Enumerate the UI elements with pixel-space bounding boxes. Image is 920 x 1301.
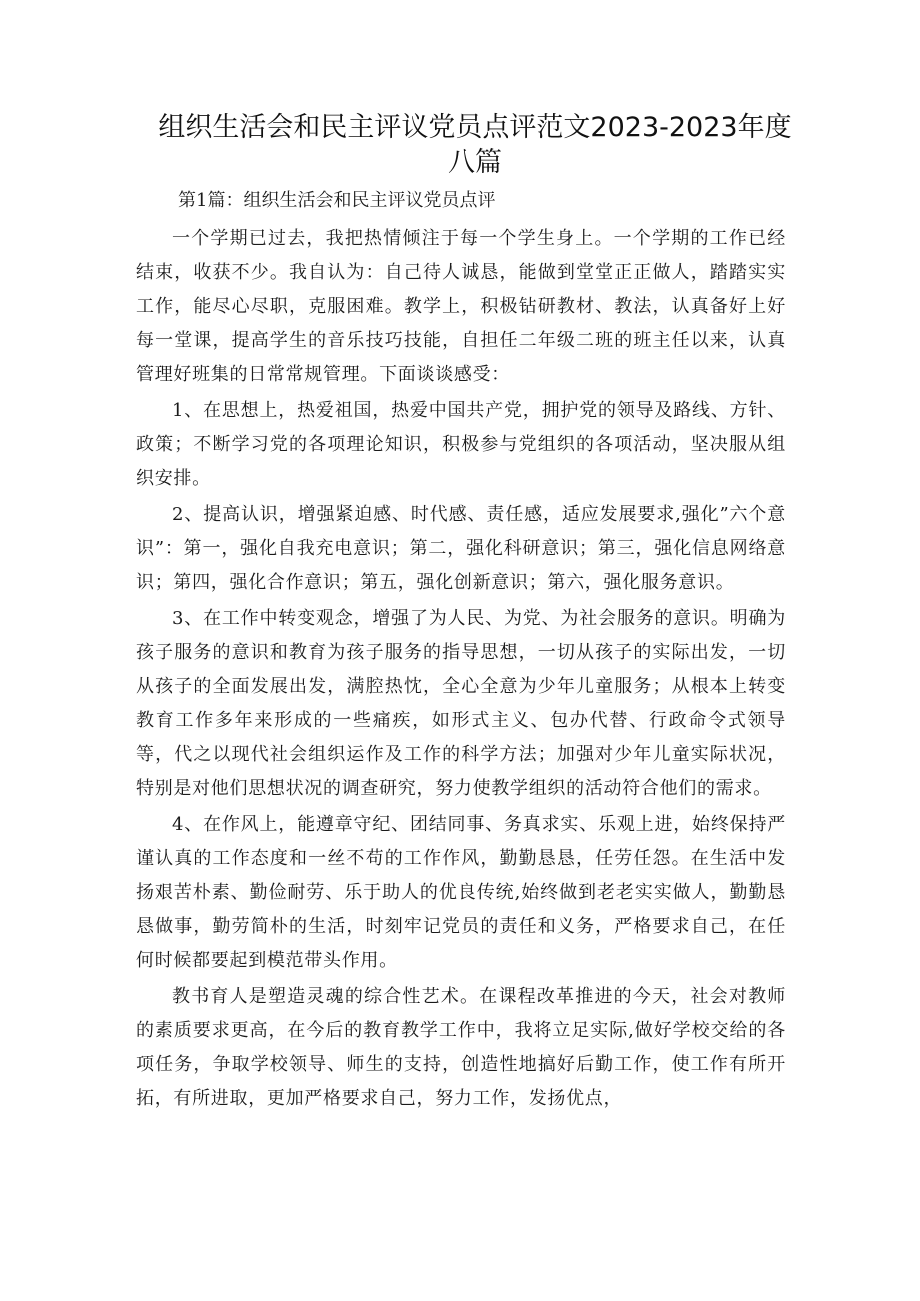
paragraph: 3、在工作中转变观念，增强了为人民、为党、为社会服务的意识。明确为孩子服务的意识和教育为孩子服务的指导思想，一切从孩子的实际出发，一切从孩子的全面发展出发，满腔热忱，全心全意为少年儿童服务；从根本上转变教育工作多年来形成的一些痛疾，如形式主义、包办代替、行政命令式领导等，代之以现代社会组织运作及工作的科学方法；加强对少年儿童实际状况，特别是对他们思想状况的调查研究，努力使教学组织的活动符合他们的需求。 [136, 608, 786, 799]
document-title: 组织生活会和民主评议党员点评范文2023-2023年度八篇 [158, 112, 792, 178]
section-heading: 第1篇：组织生活会和民主评议党员点评 [178, 190, 496, 211]
paragraph: 4、在作风上，能遵章守纪、团结同事、务真求实、乐观上进，始终保持严谨认真的工作态度和一丝不苟的工作作风，勤勤恳恳，任劳任怨。在生活中发扬艰苦朴素、勤俭耐劳、乐于助人的优良传统,始终做到老老实实做人，勤勤恳恳做事，勤劳简朴的生活，时刻牢记党员的责任和义务，严格要求自己，在任何时候都要起到模范带头作用。 [136, 814, 786, 971]
paragraph: 1、在思想上，热爱祖国，热爱中国共产党，拥护党的领导及路线、方针、政策；不断学习党的各项理论知识，积极参与党组织的各项活动，坚决服从组织安排。 [136, 400, 786, 489]
paragraph: 一个学期已过去，我把热情倾注于每一个学生身上。一个学期的工作已经结束，收获不少。我自认为：自己待人诚恳，能做到堂堂正正做人，踏踏实实工作，能尽心尽职，克服困难。教学上，积极钻研教材、教法，认真备好上好每一堂课，提高学生的音乐技巧技能，自担任二年级二班的班主任以来，认真管理好班集的日常常规管理。下面谈谈感受： [136, 228, 786, 385]
document-body [136, 222, 786, 1118]
paragraph: 2、提高认识，增强紧迫感、时代感、责任感，适应发展要求,强化”六个意识”：第一，强化自我充电意识；第二，强化科研意识；第三，强化信息网络意识；第四，强化合作意识；第五，强化创新意识；第六，强化服务意识。 [136, 504, 786, 593]
paragraph: 教书育人是塑造灵魂的综合性艺术。在课程改革推进的今天，社会对教师的素质要求更高，在今后的教育教学工作中，我将立足实际,做好学校交给的各项任务，争取学校领导、师生的支持，创造性地搞好后勤工作，使工作有所开拓，有所进取，更加严格要求自己，努力工作，发扬优点， [136, 986, 786, 1109]
